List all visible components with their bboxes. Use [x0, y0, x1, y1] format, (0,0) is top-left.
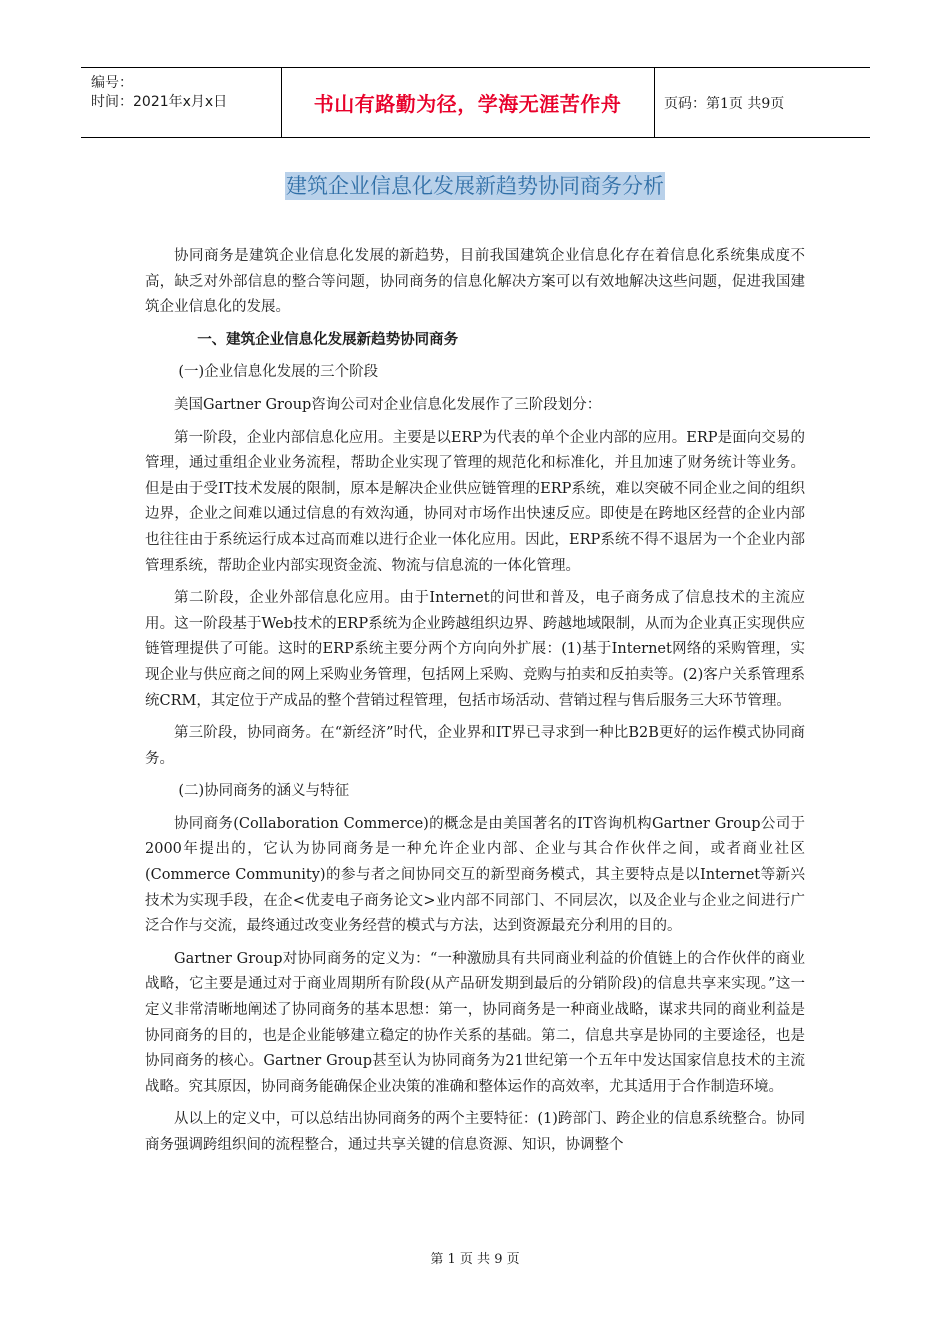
- title-text: 建筑企业信息化发展新趋势协同商务分析: [286, 174, 664, 198]
- paragraph: 第三阶段，协同商务。在“新经济”时代，企业界和IT界已寻求到一种比B2B更好的运作模式协同商务。: [145, 725, 805, 767]
- paragraph: Gartner Group对协同商务的定义为：“一种激励具有共同商业利益的价值链上的合作伙伴的商业战略，它主要是通过对于商业周期所有阶段(从产品研发期到最后的分销阶段)的信息共享来实现。”这一定义非常清晰地阐述了协同商务的基本思想：第一，协同商务是一种商业战略，谋求共同的商业利益是协同商务的目的，也是企业能够建立稳定的协作关系的基础。第二，信息共享是协同的主要途径，也是协同商务的核心。Gartner Group甚至认为协同商务为21世纪第一个五年中发达国家信息技术的主流战略。究其原因，协同商务能确保企业决策的准确和整体运作的高效率，尤其适用于合作制造环境。: [145, 950, 805, 1095]
- page-footer: 第 1 页 共 9 页: [430, 1252, 520, 1267]
- paragraph: 美国Gartner Group咨询公司对企业信息化发展作了三阶段划分：: [174, 396, 602, 413]
- section-heading-1: 一、建筑企业信息化发展新趋势协同商务: [197, 331, 459, 348]
- document-title: [0, 170, 950, 200]
- page-header: [81, 67, 870, 138]
- header-motto: [281, 68, 655, 137]
- subsection-heading-1: (一)企业信息化发展的三个阶段: [178, 364, 379, 381]
- paragraph: 协同商务(Collaboration Commerce)的概念是由美国著名的IT咨询机构Gartner Group公司于2000年提出的，它认为协同商务是一种允许企业内部、企业与其合作伙伴之间，或者商业社区(Commerce Community)的参与者之间协同交互的新型商务模式，其主要特点是以Internet等新兴技术为实现手段，在企<优麦电子商务论文>业内部不同部门、不同层次，以及企业与企业之间进行广泛合作与交流，最终通过改变业务经营的模式与方法，达到资源最充分利用的目的。: [145, 815, 805, 935]
- header-page-info: [655, 68, 870, 137]
- paragraph: 第二阶段，企业外部信息化应用。由于Internet的问世和普及，电子商务成了信息技术的主流应用。这一阶段基于Web技术的ERP系统为企业跨越组织边界、跨越地域限制，从而为企业真正实现供应链管理提供了可能。这时的ERP系统主要分两个方向向外扩展：(1)基于Internet网络的采购管理，实现企业与供应商之间的网上采购业务管理，包括网上采购、竞购与拍卖和反拍卖等。(2)客户关系管理系统CRM，其定位于产成品的整个营销过程管理，包括市场活动、营销过程与售后服务三大环节管理。: [145, 590, 805, 709]
- page-info-text: 页码：第1页 共9页: [664, 95, 785, 112]
- paragraph: 第一阶段，企业内部信息化应用。主要是以ERP为代表的单个企业内部的应用。ERP是面向交易的管理，通过重组企业业务流程，帮助企业实现了管理的规范化和标准化，并且加速了财务统计等业务。但是由于受IT技术发展的限制，原本是解决企业供应链管理的ERP系统，难以突破不同企业之间的组织边界，企业之间难以通过信息的有效沟通，协同对市场作出快速反应。即使是在跨地区经营的企业内部也往往由于系统运行成本过高而难以进行企业一体化应用。因此，ERP系统不得不退居为一个企业内部管理系统，帮助企业内部实现资金流、物流与信息流的一体化管理。: [145, 429, 805, 574]
- header-meta: [81, 68, 282, 137]
- document-date-label: 时间：2021年x月x日: [91, 94, 228, 110]
- document-body: [145, 244, 805, 1166]
- subsection-heading-2: (二)协同商务的涵义与特征: [178, 783, 350, 800]
- document-number-label: 编号：: [91, 75, 133, 91]
- paragraph-intro: 协同商务是建筑企业信息化发展的新趋势，目前我国建筑企业信息化存在着信息化系统集成度不高，缺乏对外部信息的整合等问题，协同商务的信息化解决方案可以有效地解决这些问题，促进我国建筑企业信息化的发展。: [145, 248, 805, 316]
- motto-text: 书山有路勤为径，学海无涯苦作舟: [313, 92, 622, 116]
- paragraph: 从以上的定义中，可以总结出协同商务的两个主要特征：(1)跨部门、跨企业的信息系统整合。协同商务强调跨组织间的流程整合，通过共享关键的信息资源、知识，协调整个: [145, 1111, 805, 1153]
